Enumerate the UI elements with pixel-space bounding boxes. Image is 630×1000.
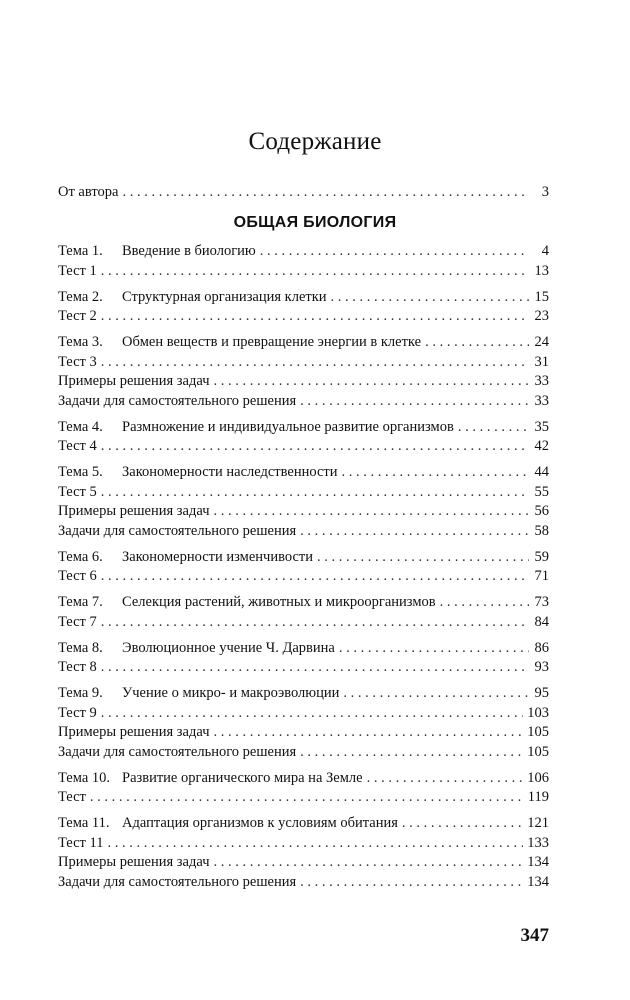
toc-entry[interactable] [58, 683, 549, 703]
toc-entry-page: 13 [534, 263, 549, 279]
toc-entry[interactable] [58, 521, 549, 541]
toc-entry[interactable] [58, 657, 549, 677]
dot-leader [300, 872, 523, 892]
dot-leader [343, 683, 529, 703]
toc-entry[interactable] [58, 547, 549, 567]
dot-leader [90, 787, 524, 807]
toc-entry-author[interactable] [58, 182, 549, 202]
toc-entry[interactable] [58, 482, 549, 502]
toc-entry-page: 106 [527, 770, 549, 786]
toc-entry[interactable] [58, 872, 549, 892]
toc-entry-page: 33 [534, 393, 549, 409]
toc-entry-label: Тест 3 [58, 354, 97, 370]
toc-entry-page: 24 [534, 334, 549, 350]
dot-leader [101, 482, 529, 502]
toc-entry[interactable] [58, 306, 549, 326]
dot-leader [122, 182, 529, 202]
dot-leader [317, 547, 529, 567]
toc-entry-page: 44 [534, 464, 549, 480]
toc-entry[interactable] [58, 638, 549, 658]
toc-entry-topic-number: Тема 2. [58, 289, 103, 305]
toc-entry-label: Тест 1 [58, 263, 97, 279]
toc-entry-label: Задачи для самостоятельного решения [58, 393, 297, 409]
toc-entry[interactable] [58, 787, 549, 807]
toc-entry-label: Задачи для самостоятельного решения [58, 874, 297, 890]
toc-entry-page: 58 [534, 523, 549, 539]
dot-leader [214, 852, 524, 872]
toc-entry-label: Примеры решения задач [58, 373, 210, 389]
dot-leader [101, 436, 529, 456]
toc-entry-page: 105 [527, 724, 549, 740]
toc-entry-label: Адаптация организмов к условиям обитания [122, 815, 398, 831]
toc-entry-page: 3 [541, 184, 549, 200]
dot-leader [101, 261, 529, 281]
toc-entry-label: Тест 5 [58, 484, 97, 500]
toc-entry[interactable] [58, 287, 549, 307]
toc-entry[interactable] [58, 722, 549, 742]
toc-entry-page: 42 [534, 438, 549, 454]
toc-entry-topic-number: Тема 7. [58, 594, 103, 610]
page-number: 347 [520, 925, 549, 946]
toc-entry-page: 55 [534, 484, 549, 500]
toc-entry[interactable] [58, 241, 549, 261]
section-title: ОБЩАЯ БИОЛОГИЯ [233, 214, 397, 231]
dot-leader [101, 612, 529, 632]
toc-entry-topic-number: Тема 3. [58, 334, 103, 350]
toc-entry-topic-number: Тема 6. [58, 549, 103, 565]
dot-leader [342, 462, 529, 482]
toc-entry-topic-number: Тема 10. [58, 770, 111, 786]
dot-leader [101, 306, 529, 326]
dot-leader [440, 592, 529, 612]
dot-leader [101, 566, 529, 586]
dot-leader [214, 501, 530, 521]
toc-entry[interactable] [58, 566, 549, 586]
toc-entry[interactable] [58, 852, 549, 872]
toc-entry-label: Задачи для самостоятельного решения [58, 523, 297, 539]
toc-entry-label: Задачи для самостоятельного решения [58, 744, 297, 760]
toc-entry-page: 73 [534, 594, 549, 610]
toc-entry-page: 133 [527, 835, 549, 851]
toc-entry[interactable] [58, 813, 549, 833]
toc-entry-page: 134 [527, 854, 549, 870]
page-title: Содержание [248, 128, 382, 155]
toc-entry-label: Учение о микро- и макроэволюции [122, 685, 340, 701]
toc-entry-label: Тест 11 [58, 835, 104, 851]
toc-entry-page: 23 [534, 308, 549, 324]
toc-entry[interactable] [58, 703, 549, 723]
toc-entry-label: Тест 4 [58, 438, 97, 454]
dot-leader [214, 371, 530, 391]
toc-entry[interactable] [58, 436, 549, 456]
toc-entry-page: 119 [527, 789, 549, 805]
dot-leader [425, 332, 529, 352]
dot-leader [260, 241, 529, 261]
toc-entry[interactable] [58, 768, 549, 788]
dot-leader [300, 521, 529, 541]
dot-leader [339, 638, 529, 658]
toc-entry-page: 86 [534, 640, 549, 656]
toc-entry-label: Введение в биологию [122, 243, 256, 259]
dot-leader [214, 722, 524, 742]
toc-entry-topic-number: Тема 5. [58, 464, 103, 480]
toc-entry-topic-number: Тема 4. [58, 419, 103, 435]
toc-entry-page: 4 [541, 243, 549, 259]
dot-leader [300, 391, 529, 411]
toc-entry-label: От автора [58, 184, 119, 200]
toc-entry-label: Примеры решения задач [58, 854, 210, 870]
toc-entry[interactable] [58, 501, 549, 521]
toc-entry[interactable] [58, 612, 549, 632]
dot-leader [331, 287, 529, 307]
toc-entry-label: Тест 7 [58, 614, 97, 630]
toc-entry-page: 105 [527, 744, 549, 760]
toc-entry[interactable] [58, 261, 549, 281]
dot-leader [300, 742, 523, 762]
toc-entry-label: Обмен веществ и превращение энергии в клетке [122, 334, 422, 350]
toc-entry-page: 35 [534, 419, 549, 435]
toc-entry-page: 71 [534, 568, 549, 584]
toc-entry-topic-number: Тема 8. [58, 640, 103, 656]
toc-entry[interactable] [58, 742, 549, 762]
toc-entry-label: Тест 6 [58, 568, 97, 584]
toc-entry-label: Размножение и индивидуальное развитие организмов [122, 419, 454, 435]
toc-entry-page: 121 [527, 815, 549, 831]
toc-entry-page: 95 [534, 685, 549, 701]
toc-entry-label: Тест 2 [58, 308, 97, 324]
toc-entry-topic-number: Тема 1. [58, 243, 103, 259]
toc-entry[interactable] [58, 391, 549, 411]
toc-entry-label: Эволюционное учение Ч. Дарвина [122, 640, 335, 656]
toc-entry-page: 33 [534, 373, 549, 389]
dot-leader [458, 417, 529, 437]
dot-leader [101, 352, 529, 372]
toc-entry-label: Тест 8 [58, 659, 97, 675]
toc-entry[interactable] [58, 417, 549, 437]
toc-entry[interactable] [58, 833, 549, 853]
toc-entry-page: 59 [534, 549, 549, 565]
toc-entry[interactable] [58, 352, 549, 372]
toc-entry-page: 15 [534, 289, 549, 305]
toc-entry[interactable] [58, 462, 549, 482]
toc-entry[interactable] [58, 592, 549, 612]
toc-entry-label: Закономерности наследственности [122, 464, 338, 480]
toc-entry-label: Закономерности изменчивости [122, 549, 313, 565]
toc-entry-topic-number: Тема 9. [58, 685, 103, 701]
toc-entry[interactable] [58, 332, 549, 352]
toc-entry-label: Тест [58, 789, 86, 805]
toc-entry[interactable] [58, 371, 549, 391]
toc-entry-label: Структурная организация клетки [122, 289, 327, 305]
dot-leader [101, 703, 524, 723]
toc-entry-label: Примеры решения задач [58, 503, 210, 519]
toc-entry-label: Примеры решения задач [58, 724, 210, 740]
toc-entry-page: 31 [534, 354, 549, 370]
toc-entry-topic-number: Тема 11. [58, 815, 110, 831]
toc-entry-label: Развитие органического мира на Земле [122, 770, 363, 786]
toc-entry-page: 56 [534, 503, 549, 519]
dot-leader [107, 833, 523, 853]
toc-entry-page: 84 [534, 614, 549, 630]
toc-entry-page: 134 [527, 874, 549, 890]
toc-entry-label: Тест 9 [58, 705, 97, 721]
toc-entry-page: 103 [527, 705, 549, 721]
dot-leader [367, 768, 524, 788]
dot-leader [101, 657, 529, 677]
toc-entry-page: 93 [534, 659, 549, 675]
dot-leader [402, 813, 523, 833]
toc-entry-label: Селекция растений, животных и микроорганизмов [122, 594, 436, 610]
